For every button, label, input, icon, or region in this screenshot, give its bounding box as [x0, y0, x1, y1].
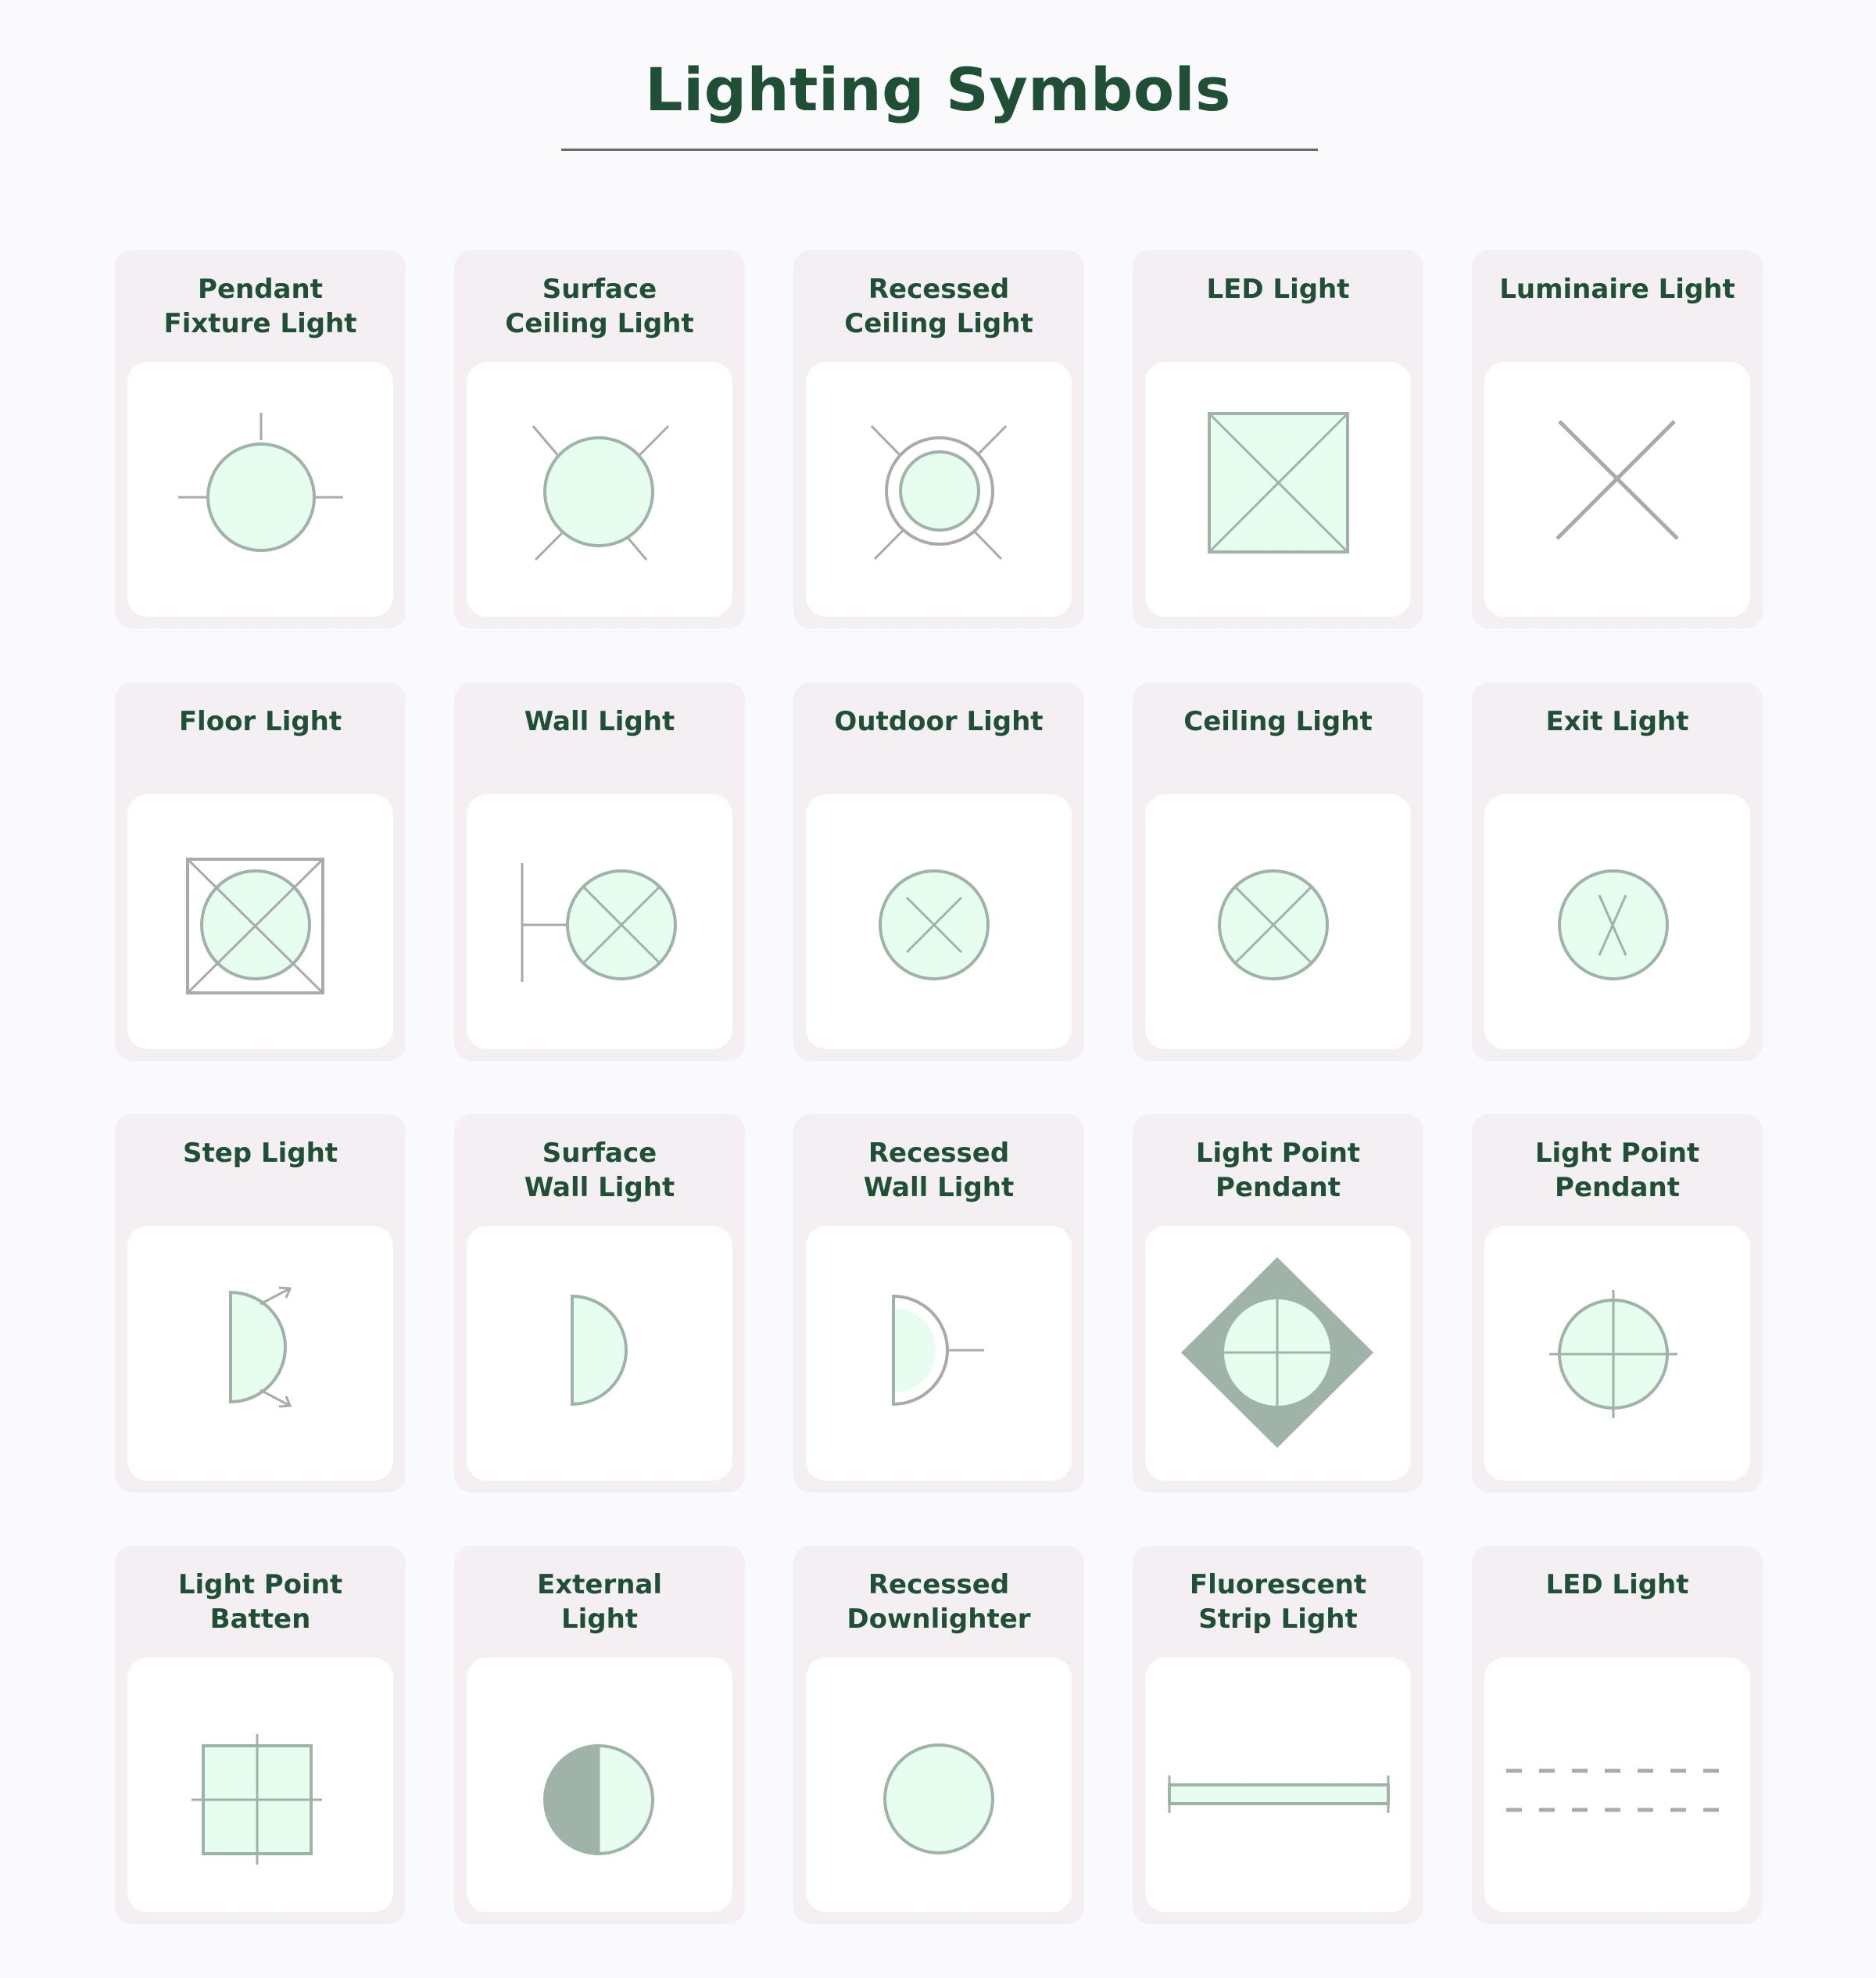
- symbol-panel: [127, 1226, 393, 1481]
- wall-light-icon: [467, 794, 732, 1049]
- light-point-pendant-diamond-icon: [1145, 1226, 1411, 1481]
- symbol-label: LED Light: [1545, 1569, 1689, 1600]
- symbol-card: [1472, 1546, 1763, 1924]
- symbol-panel: [1145, 1657, 1411, 1912]
- symbol-panel: [1484, 1657, 1750, 1912]
- recessed-wall-light-icon: [806, 1226, 1072, 1481]
- outdoor-light-icon: [806, 794, 1072, 1049]
- symbol-card: [793, 1114, 1084, 1492]
- symbol-panel: [467, 794, 732, 1049]
- symbol-card: [793, 1546, 1084, 1924]
- light-point-batten-icon: [127, 1657, 393, 1912]
- symbol-label: Outdoor Light: [834, 706, 1044, 737]
- symbol-label: Light Point Pendant: [1195, 1138, 1361, 1203]
- symbol-panel: [467, 1657, 732, 1912]
- symbol-panel: [1484, 794, 1750, 1049]
- symbol-panel: [1484, 1226, 1750, 1481]
- surface-ceiling-light-icon: [467, 362, 732, 617]
- symbol-label: Exit Light: [1545, 706, 1689, 737]
- symbol-panel: [1145, 1226, 1411, 1481]
- symbol-card: [1472, 1114, 1763, 1492]
- symbol-panel: [127, 794, 393, 1049]
- symbol-label: LED Light: [1206, 274, 1350, 305]
- symbol-panel: [467, 362, 732, 617]
- symbol-label: Step Light: [182, 1138, 338, 1169]
- symbol-label: Light Point Pendant: [1534, 1138, 1700, 1203]
- symbol-label: External Light: [536, 1569, 663, 1635]
- floor-light-icon: [127, 794, 393, 1049]
- symbol-card: [115, 1546, 406, 1924]
- symbol-panel: [1145, 362, 1411, 617]
- symbol-panel: [806, 362, 1072, 617]
- surface-wall-light-icon: [467, 1226, 732, 1481]
- title-underline: [561, 149, 1318, 151]
- recessed-ceiling-light-icon: [806, 362, 1072, 617]
- symbol-panel: [1145, 794, 1411, 1049]
- led-light-square-icon: [1145, 362, 1411, 617]
- light-point-pendant-icon: [1484, 1226, 1750, 1481]
- symbol-card: [1133, 1546, 1423, 1924]
- pendant-fixture-light-icon: [127, 362, 393, 617]
- symbol-panel: [467, 1226, 732, 1481]
- symbol-panel: [1484, 362, 1750, 617]
- step-light-icon: [127, 1226, 393, 1481]
- symbol-label: Light Point Batten: [177, 1569, 343, 1635]
- symbol-label: Recessed Downlighter: [847, 1569, 1031, 1635]
- symbol-card: [115, 683, 406, 1061]
- symbol-label: Recessed Ceiling Light: [844, 274, 1033, 339]
- symbol-card: [1133, 1114, 1423, 1492]
- recessed-downlighter-icon: [806, 1657, 1072, 1912]
- symbol-card: [115, 1114, 406, 1492]
- symbol-panel: [806, 1657, 1072, 1912]
- symbol-card: [1133, 683, 1423, 1061]
- symbol-card: [1133, 250, 1423, 629]
- external-light-icon: [467, 1657, 732, 1912]
- symbol-card: [454, 683, 745, 1061]
- led-strip-light-icon: [1484, 1657, 1750, 1912]
- symbol-panel: [806, 794, 1072, 1049]
- symbol-label: Floor Light: [178, 706, 342, 737]
- symbol-card: [115, 250, 406, 629]
- symbol-card: [793, 683, 1084, 1061]
- luminaire-light-icon: [1484, 362, 1750, 617]
- symbol-card: [454, 1114, 745, 1492]
- symbol-label: Fluorescent Strip Light: [1189, 1569, 1367, 1635]
- symbol-label: Pendant Fixture Light: [163, 274, 357, 339]
- symbol-panel: [806, 1226, 1072, 1481]
- page-title: Lighting Symbols: [645, 55, 1231, 124]
- symbol-card: [454, 250, 745, 629]
- symbol-panel: [127, 1657, 393, 1912]
- fluorescent-strip-light-icon: [1145, 1657, 1411, 1912]
- symbol-card: [1472, 683, 1763, 1061]
- symbol-card: [454, 1546, 745, 1924]
- symbol-label: Luminaire Light: [1499, 274, 1735, 305]
- exit-light-icon: [1484, 794, 1750, 1049]
- ceiling-light-icon: [1145, 794, 1411, 1049]
- symbol-label: Ceiling Light: [1183, 706, 1373, 737]
- symbol-label: Wall Light: [524, 706, 675, 737]
- symbol-panel: [127, 362, 393, 617]
- symbol-label: Recessed Wall Light: [863, 1138, 1015, 1203]
- symbol-label: Surface Ceiling Light: [505, 274, 694, 339]
- symbol-card: [793, 250, 1084, 629]
- symbol-label: Surface Wall Light: [524, 1138, 675, 1203]
- symbol-card: [1472, 250, 1763, 629]
